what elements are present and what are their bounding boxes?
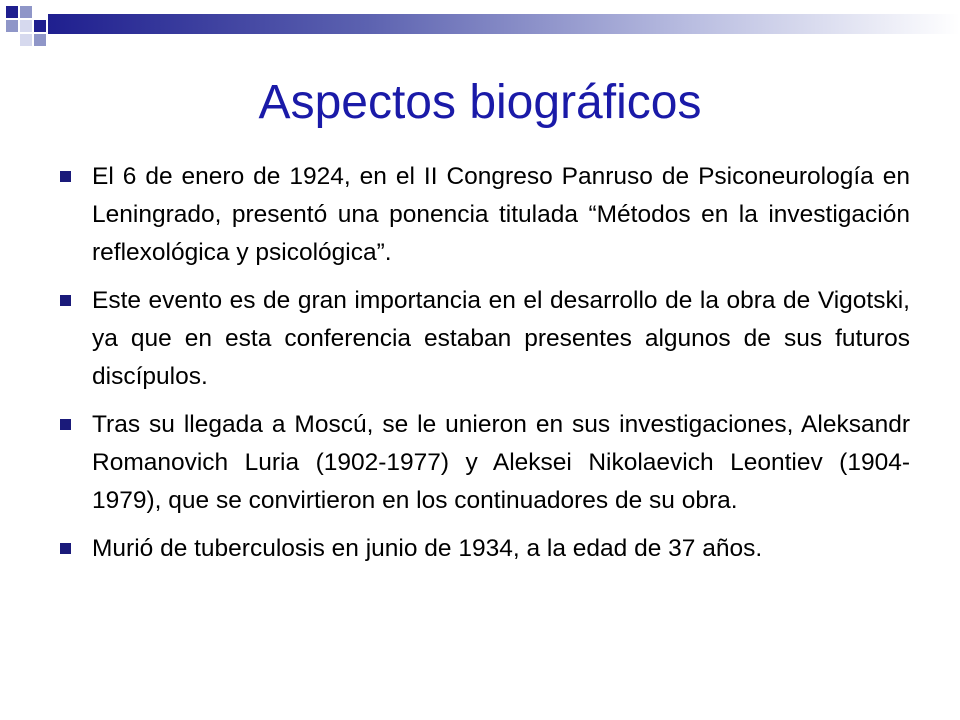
bullet-item — [60, 406, 910, 520]
square-bullet-icon — [60, 543, 71, 554]
bullet-text: El 6 de enero de 1924, en el II Congreso Panruso de Psiconeurología en Leningrado, presentó una ponencia titulada “Métodos en la investigación reflexológica y psicológica”. — [92, 163, 910, 266]
bullet-text: Murió de tuberculosis en junio de 1934, a la edad de 37 años. — [92, 535, 763, 562]
decor-square — [34, 34, 46, 46]
decor-square — [20, 6, 32, 18]
bullet-text: Tras su llegada a Moscú, se le unieron en sus investigaciones, Aleksandr Romanovich Luria (1902-1977) y Aleksei Nikolaevich Leontiev (1904-1979), que se convirtieron en los continuadores de su obra. — [92, 411, 910, 514]
decor-square — [20, 20, 32, 32]
header-gradient-bar — [48, 14, 960, 34]
bullet-item — [60, 530, 910, 568]
decor-square — [34, 20, 46, 32]
bullet-item — [60, 158, 910, 272]
square-bullet-icon — [60, 419, 71, 430]
bullet-list — [60, 158, 910, 578]
decor-square — [6, 20, 18, 32]
decor-square — [20, 34, 32, 46]
square-bullet-icon — [60, 171, 71, 182]
slide-title: Aspectos biográficos — [258, 76, 702, 129]
bullet-item — [60, 282, 910, 396]
decor-square — [6, 6, 18, 18]
bullet-text: Este evento es de gran importancia en el desarrollo de la obra de Vigotski, ya que en esta conferencia estaban presentes algunos de sus futuros discípulos. — [92, 287, 910, 390]
square-bullet-icon — [60, 295, 71, 306]
